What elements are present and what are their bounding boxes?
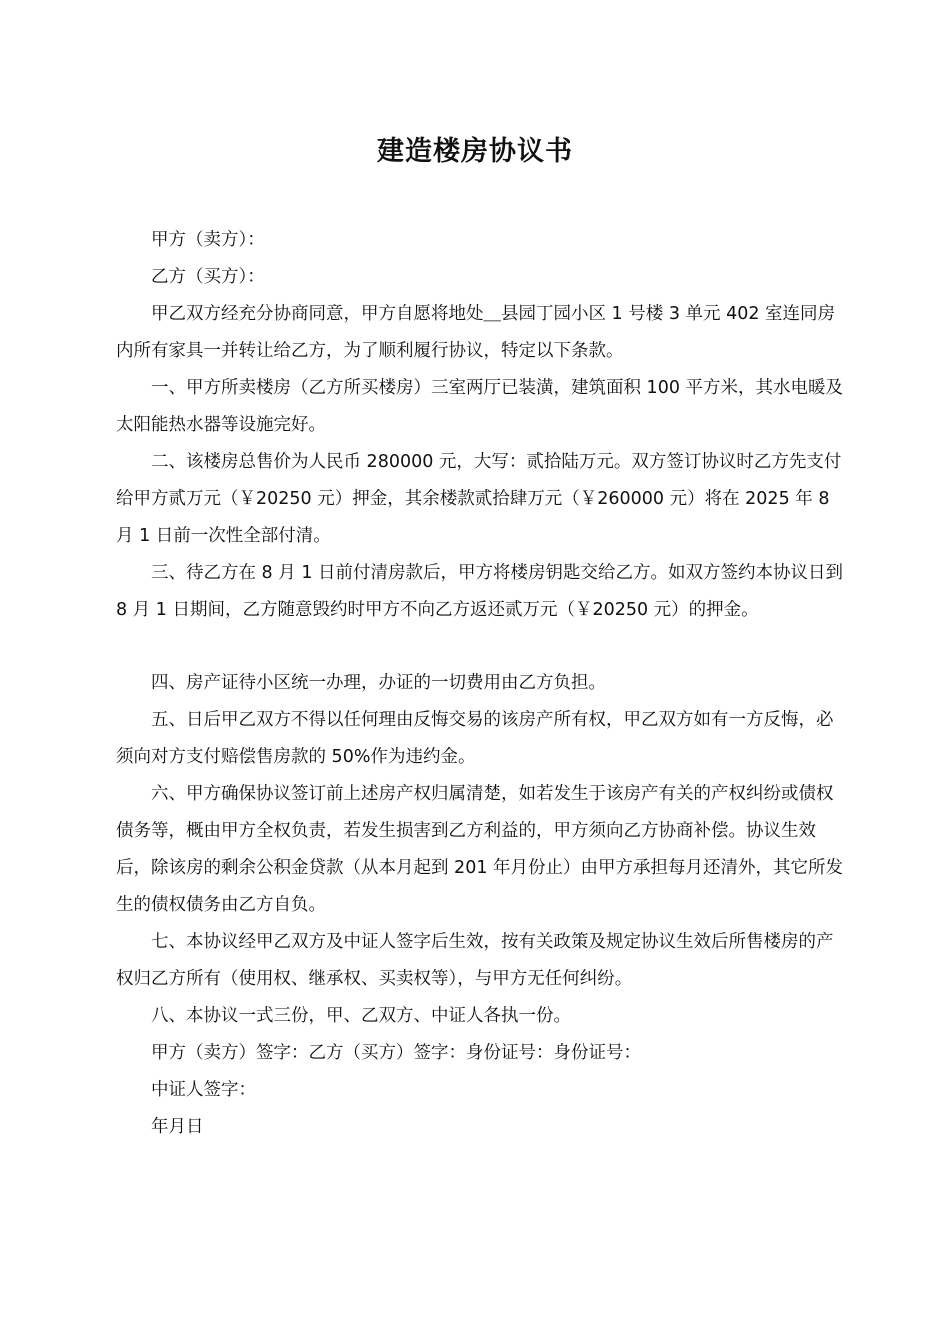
blank-line [116,629,844,665]
clause-6: 六、甲方确保协议签订前上述房产权归属清楚，如若发生于该房产有关的产权纠纷或债权债务等，概由甲方全权负责，若发生损害到乙方利益的，甲方须向乙方协商补偿。协议生效后，除该房的剩余公积金贷款（从本月起到 201 年月份止）由甲方承担每月还清外，其它所发生的债权债务由乙方自负。 [116,784,844,915]
signature-line: 甲方（卖方）签字：乙方（买方）签字：身份证号：身份证号： [151,1043,641,1063]
clause-1: 一、甲方所卖楼房（乙方所买楼房）三室两厅已装潢，建筑面积 100 平方米，其水电暖及太阳能热水器等设施完好。 [116,378,844,435]
clause-5: 五、日后甲乙双方不得以任何理由反悔交易的该房产所有权，甲乙双方如有一方反悔，必须向对方支付赔偿售房款的 50%作为违约金。 [116,710,834,767]
document-title: 建造楼房协议书 [377,136,573,167]
clause-7: 七、本协议经甲乙双方及中证人签字后生效，按有关政策及规定协议生效后所售楼房的产权归乙方所有（使用权、继承权、买卖权等），与甲方无任何纠纷。 [116,932,834,989]
clause-8: 八、本协议一式三份，甲、乙双方、中证人各执一份。 [151,1006,571,1026]
clause-4: 四、房产证待小区统一办理，办证的一切费用由乙方负担。 [151,673,606,693]
clause-2: 二、该楼房总售价为人民币 280000 元，大写：贰拾陆万元。双方签订协议时乙方先支付给甲方贰万元（￥20250 元）押金，其余楼款贰拾肆万元（￥260000 元）将在 2025 年 8 月 1 日前一次性全部付清。 [116,452,842,546]
party-b-line: 乙方（买方）： [151,267,265,287]
clause-3: 三、待乙方在 8 月 1 日前付清房款后，甲方将楼房钥匙交给乙方。如双方签约本协议日到 8 月 1 日期间，乙方随意毁约时甲方不向乙方返还贰万元（￥20250 元）的押金。 [116,563,844,620]
party-a-line: 甲方（卖方）： [151,230,265,250]
intro-paragraph: 甲乙双方经充分协商同意，甲方自愿将地处＿县园丁园小区 1 号楼 3 单元 402 室连同房内所有家具一并转让给乙方，为了顺利履行协议，特定以下条款。 [116,304,836,361]
document-body [116,222,844,1146]
date-line: 年月日 [151,1117,204,1137]
witness-line: 中证人签字： [151,1080,256,1100]
